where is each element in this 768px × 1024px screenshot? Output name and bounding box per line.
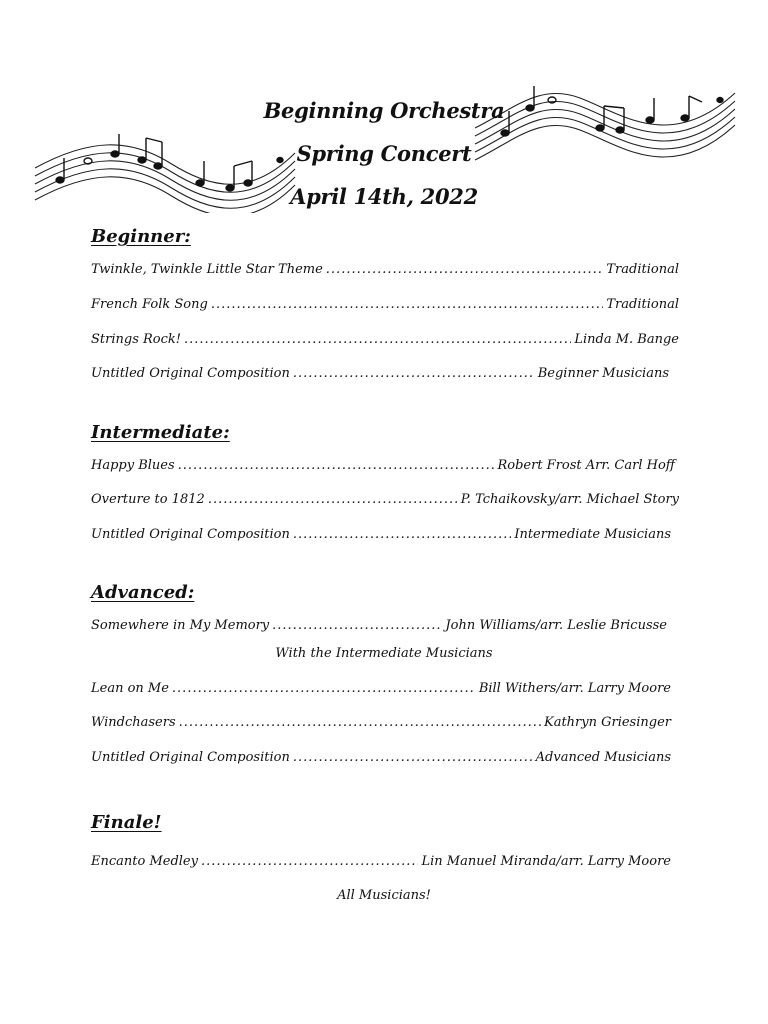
composer: Bill Withers/arr. Larry Moore [478,681,671,696]
piece-title: Overture to 1812 [91,492,205,507]
piece-title: Untitled Original Composition [91,527,290,542]
composer: Beginner Musicians [537,366,669,381]
composer: Advanced Musicians [535,750,671,765]
piece-title: Untitled Original Composition [91,366,290,381]
piece-title: Strings Rock! [91,332,181,347]
program-entry [91,715,671,730]
dot-leader [172,681,476,696]
program-entry [91,750,671,765]
program-entry [91,458,675,473]
program-entry [91,332,679,347]
dot-leader [272,618,442,633]
composer: Intermediate Musicians [514,527,671,542]
piece-title: Happy Blues [91,458,175,473]
composer: Traditional [606,262,679,277]
program-entry [91,297,679,312]
piece-title: French Folk Song [91,297,208,312]
composer: John Williams/arr. Leslie Bricusse [445,618,667,633]
dot-leader [293,750,533,765]
title-line-3: April 14th, 2022 [290,184,478,209]
dot-leader [178,458,495,473]
section-heading-finale: Finale! [91,812,162,833]
performance-note: With the Intermediate Musicians [275,646,493,661]
piece-title: Windchasers [91,715,176,730]
performance-note: All Musicians! [337,888,431,903]
section-heading-intermediate: Intermediate: [91,422,230,443]
title-line-1: Beginning Orchestra [263,98,505,123]
composer: Kathryn Griesinger [543,715,671,730]
dot-leader [293,527,511,542]
composer: Traditional [606,297,679,312]
dot-leader [293,366,535,381]
piece-title: Somewhere in My Memory [91,618,270,633]
dot-leader [208,492,458,507]
dot-leader [211,297,604,312]
dot-leader [184,332,571,347]
program-entry [91,618,667,633]
program-entry [91,681,671,696]
piece-title: Untitled Original Composition [91,750,290,765]
dot-leader [326,262,604,277]
piece-title: Twinkle, Twinkle Little Star Theme [91,262,323,277]
piece-title: Lean on Me [91,681,169,696]
dot-leader [179,715,541,730]
composer: Linda M. Bange [574,332,679,347]
program-entry [91,854,671,869]
program-entry [91,366,669,381]
composer: Lin Manuel Miranda/arr. Larry Moore [421,854,671,869]
title-line-2: Spring Concert [296,141,472,166]
program-entry [91,492,679,507]
dot-leader [201,854,418,869]
program-entry [91,262,679,277]
composer: Robert Frost Arr. Carl Hoff [497,458,675,473]
section-heading-advanced: Advanced: [91,582,195,603]
section-heading-beginner: Beginner: [91,226,191,247]
program-entry [91,527,671,542]
composer: P. Tchaikovsky/arr. Michael Story [460,492,679,507]
piece-title: Encanto Medley [91,854,198,869]
